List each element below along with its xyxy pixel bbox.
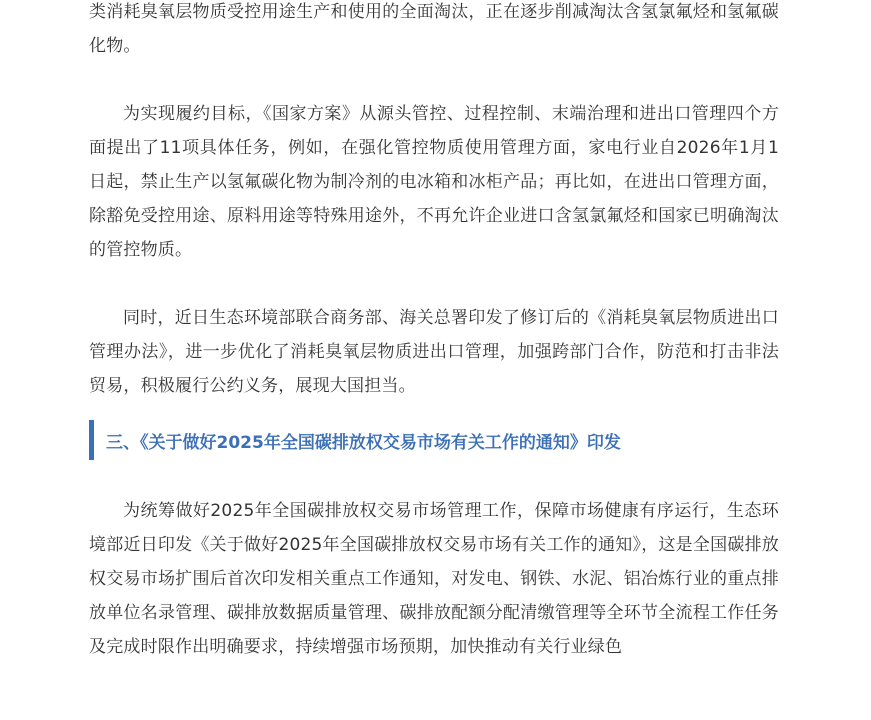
section-heading: [89, 420, 779, 460]
paragraph-spacer: [89, 267, 779, 301]
paragraph-import-export-rules: 同时，近日生态环境部联合商务部、海关总署印发了修订后的《消耗臭氧层物质进出口管理办法》，进一步优化了消耗臭氧层物质进出口管理，加强跨部门合作，防范和打击非法贸易，积极履行公约义务，展现大国担当。: [89, 308, 779, 396]
paragraph-spacer: [89, 63, 779, 97]
article-body: [89, 0, 779, 664]
section-accent-bar: [89, 420, 94, 460]
paragraph-ozone-phaseout: 类消耗臭氧层物质受控用途生产和使用的全面淘汰，正在逐步削减淘汰含氢氯氟烃和氢氟碳化物。: [89, 2, 779, 56]
paragraph-carbon-market: 为统筹做好2025年全国碳排放权交易市场管理工作，保障市场健康有序运行，生态环境部近日印发《关于做好2025年全国碳排放权交易市场有关工作的通知》，这是全国碳排放权交易市场扩围后首次印发相关重点工作通知，对发电、钢铁、水泥、铝冶炼行业的重点排放单位名录管理、碳排放数据质量管理、碳排放配额分配清缴管理等全环节全流程工作任务及完成时限作出明确要求，持续增强市场预期，加快推动有关行业绿色: [89, 501, 779, 657]
paragraph-spacer: [89, 460, 779, 494]
section-title: 三、《关于做好2025年全国碳排放权交易市场有关工作的通知》印发: [106, 432, 621, 453]
paragraph-national-plan: 为实现履约目标，《国家方案》从源头管控、过程控制、末端治理和进出口管理四个方面提出了11项具体任务，例如，在强化管控物质使用管理方面，家电行业自2026年1月1日起，禁止生产以氢氟碳化物为制冷剂的电冰箱和冰柜产品；再比如，在进出口管理方面，除豁免受控用途、原料用途等特殊用途外，不再允许企业进口含氢氯氟烃和国家已明确淘汰的管控物质。: [89, 104, 779, 260]
